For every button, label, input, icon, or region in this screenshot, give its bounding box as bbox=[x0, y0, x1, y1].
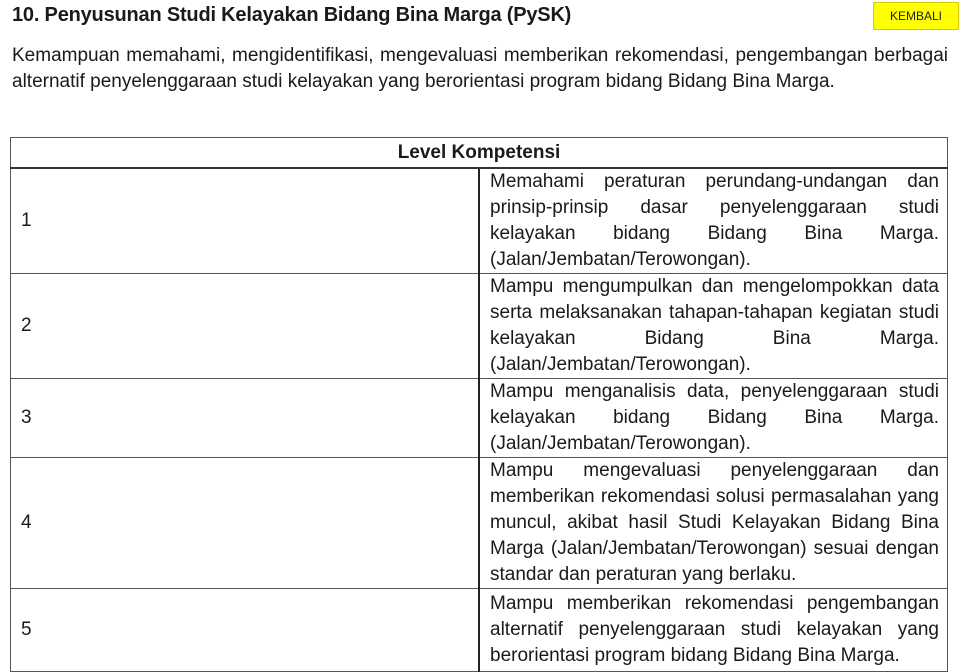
level-description: Memahami peraturan perundang-undangan dan prinsip-prinsip dasar penyelenggaraan studi kelayakan bidang Bidang Bina Marga. (Jalan/Jembatan/Terowongan). bbox=[479, 168, 948, 274]
back-button[interactable]: KEMBALI bbox=[873, 2, 959, 30]
table-header: Level Kompetensi bbox=[11, 138, 948, 169]
level-description: Mampu menganalisis data, penyelenggaraan studi kelayakan bidang Bidang Bina Marga. (Jalan/Jembatan/Terowongan). bbox=[479, 379, 948, 458]
table-row bbox=[11, 379, 948, 458]
level-number: 1 bbox=[11, 168, 480, 274]
section-title: 10. Penyusunan Studi Kelayakan Bidang Bina Marga (PySK) bbox=[12, 4, 572, 26]
level-description: Mampu mengumpulkan dan mengelompokkan data serta melaksanakan tahapan-tahapan kegiatan studi kelayakan Bidang Bina Marga. (Jalan/Jembatan/Terowongan). bbox=[479, 274, 948, 379]
level-number: 5 bbox=[11, 589, 480, 672]
table-row bbox=[11, 458, 948, 589]
level-number: 4 bbox=[11, 458, 480, 589]
table-row bbox=[11, 589, 948, 672]
table-header-row bbox=[11, 138, 948, 169]
level-description: Mampu mengevaluasi penyelenggaraan dan memberikan rekomendasi solusi permasalahan yang muncul, akibat hasil Studi Kelayakan Bidang Bina Marga (Jalan/Jembatan/Terowongan) sesuai dengan standar dan peraturan yang berlaku. bbox=[479, 458, 948, 589]
section-description: Kemampuan memahami, mengidentifikasi, mengevaluasi memberikan rekomendasi, pengembangan berbagai alternatif penyelenggaraan studi kelayakan yang berorientasi program bidang Bidang Bina Marga. bbox=[12, 45, 948, 92]
level-number: 2 bbox=[11, 274, 480, 379]
level-number: 3 bbox=[11, 379, 480, 458]
level-description: Mampu memberikan rekomendasi pengembangan alternatif penyelenggaraan studi kelayakan yang berorientasi program bidang Bidang Bina Marga. bbox=[479, 589, 948, 672]
table-row bbox=[11, 274, 948, 379]
table-row bbox=[11, 168, 948, 274]
competency-level-table bbox=[10, 137, 948, 672]
